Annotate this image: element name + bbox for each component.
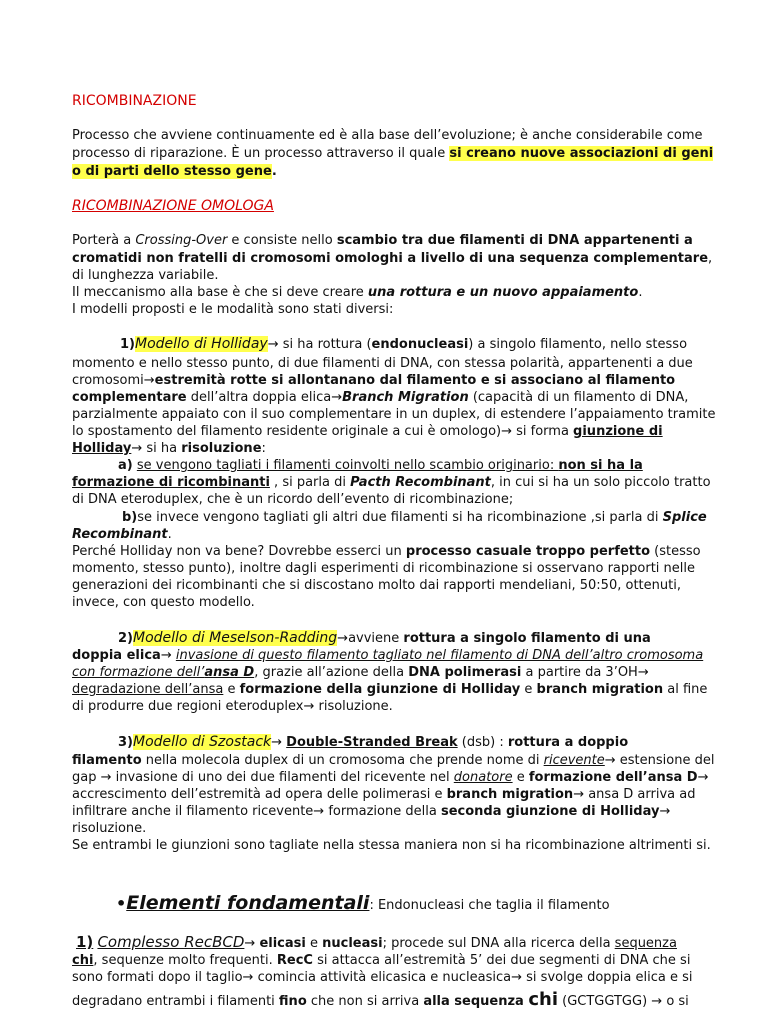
szostack-line: gap → invasione di uno dei due filamenti del ricevente nel donatore e formazione dell’ansa D→ [72, 770, 709, 785]
holliday-heading: 1)Modello di Holliday→ si ha rottura (endonucleasi) a singolo filamento, nello stesso [120, 336, 688, 352]
meselson-heading: 2)Modello di Meselson-Radding→avviene rottura a singolo filamento di una [118, 630, 651, 646]
szostack-model-name: Modello di Szostack [133, 734, 272, 750]
holliday-line: momento e nello stesso punto, di due filamenti di DNA, con stessa polarità, appartenenti a due [72, 356, 693, 371]
szostack-line: Se entrambi le giunzioni sono tagliate nella stessa maniera non si ha ricombinazione altrimenti si. [72, 838, 711, 853]
elementi-heading: •Elementi fondamentali: Endonucleasi che taglia il filamento [116, 892, 610, 914]
szostack-heading: 3)Modello di Szostack→ Double-Stranded Break (dsb) : rottura a doppio [118, 734, 629, 750]
recbcd-line: chi, sequenze molto frequenti. RecC si attacca all’estremità 5’ dei due segmenti di DNA che si [72, 953, 691, 968]
szostack-line: risoluzione. [72, 821, 147, 836]
meselson-line: di produrre due regioni eteroduplex→ risoluzione. [72, 699, 393, 714]
holliday-line: Perché Holliday non va bene? Dovrebbe esserci un processo casuale troppo perfetto (stesso [72, 544, 701, 559]
holliday-line: invece, con questo modello. [72, 595, 255, 610]
omologa-line: I modelli proposti e le modalità sono stati diversi: [72, 302, 394, 317]
holliday-line: Recombinant. [72, 527, 172, 542]
holliday-line: momento, stesso punto), inoltre dagli esperimenti di ricombinazione si osservano rapporti nelle [72, 561, 696, 576]
holliday-line: lo spostamento del filamento residente originale a cui è omologo)→ si forma giunzione di [72, 424, 663, 439]
section-title-omologa: RICOMBINAZIONE OMOLOGA [72, 198, 274, 214]
bullet-icon: • [116, 894, 127, 913]
holliday-case-b: b)se invece vengono tagliati gli altri due filamenti si ha ricombinazione ,si parla di Splice [122, 510, 707, 525]
intro-line: o di parti dello stesso gene. [72, 164, 277, 179]
holliday-line: Holliday→ si ha risoluzione: [72, 441, 266, 456]
intro-line: processo di riparazione. È un processo attraverso il quale si creano nuove associazioni di geni [72, 146, 714, 161]
holliday-line: complementare dell’altra doppia elica→Branch Migration (capacità di un filamento di DNA, [72, 390, 689, 405]
recbcd-line: degradano entrambi i filamenti fino che non si arriva alla sequenza chi (GCTGGTGG) → o si [72, 989, 689, 1010]
holliday-line: formazione di ricombinanti , si parla di Pacth Recombinant, in cui si ha un solo piccolo tratto [72, 475, 711, 490]
document-title: RICOMBINAZIONE [72, 93, 197, 109]
omologa-line: cromatidi non fratelli di cromosomi omologhi a livello di una sequenza complementare, [72, 251, 713, 266]
szostack-line: filamento nella molecola duplex di un cromosoma che prende nome di ricevente→ estensione del [72, 753, 715, 768]
omologa-line: Il meccanismo alla base è che si deve creare una rottura e un nuovo appaiamento. [72, 285, 643, 300]
meselson-line: doppia elica→ invasione di questo filamento tagliato nel filamento di DNA dell’altro cromosoma [72, 648, 704, 663]
holliday-case-a: a) se vengono tagliati i filamenti coinvolti nello scambio originario: non si ha la [118, 458, 643, 473]
recbcd-line: sono formati dopo il taglio→ comincia attività elicasica e nucleasica→ si svolge doppia elica e si [72, 970, 693, 985]
omologa-line: Porterà a Crossing-Over e consiste nello scambio tra due filamenti di DNA appartenenti a [72, 233, 693, 248]
omologa-line: di lunghezza variabile. [72, 268, 219, 283]
meselson-line: con formazione dell’ansa D, grazie all’azione della DNA polimerasi a partire da 3’OH→ [72, 665, 649, 680]
meselson-line: degradazione dell’ansa e formazione della giunzione di Holliday e branch migration al fine [72, 682, 708, 697]
meselson-model-name: Modello di Meselson-Radding [133, 630, 338, 646]
holliday-line: generazioni dei ricombinanti che si discostano molto dai rapporti mendeliani, 50:50, ottenuti, [72, 578, 681, 593]
holliday-line: di DNA eteroduplex, che è un ricordo dell’evento di ricombinazione; [72, 492, 514, 507]
holliday-line: parzialmente appaiato con il suo complementare in un duplex, di estendere l’appaiamento tramite [72, 407, 716, 422]
holliday-model-name: Modello di Holliday [135, 336, 268, 352]
szostack-line: accrescimento dell’estremità ad opera delle polimerasi e branch migration→ ansa D arriva ad [72, 787, 696, 802]
intro-line: Processo che avviene continuamente ed è alla base dell’evoluzione; è anche considerabile come [72, 128, 703, 143]
recbcd-heading: 1) Complesso RecBCD→ elicasi e nucleasi; procede sul DNA alla ricerca della sequenza [76, 933, 677, 951]
holliday-line: cromosomi→estremità rotte si allontanano dal filamento e si associano al filamento [72, 373, 676, 388]
szostack-line: infiltrare anche il filamento ricevente→ formazione della seconda giunzione di Holliday→ [72, 804, 671, 819]
